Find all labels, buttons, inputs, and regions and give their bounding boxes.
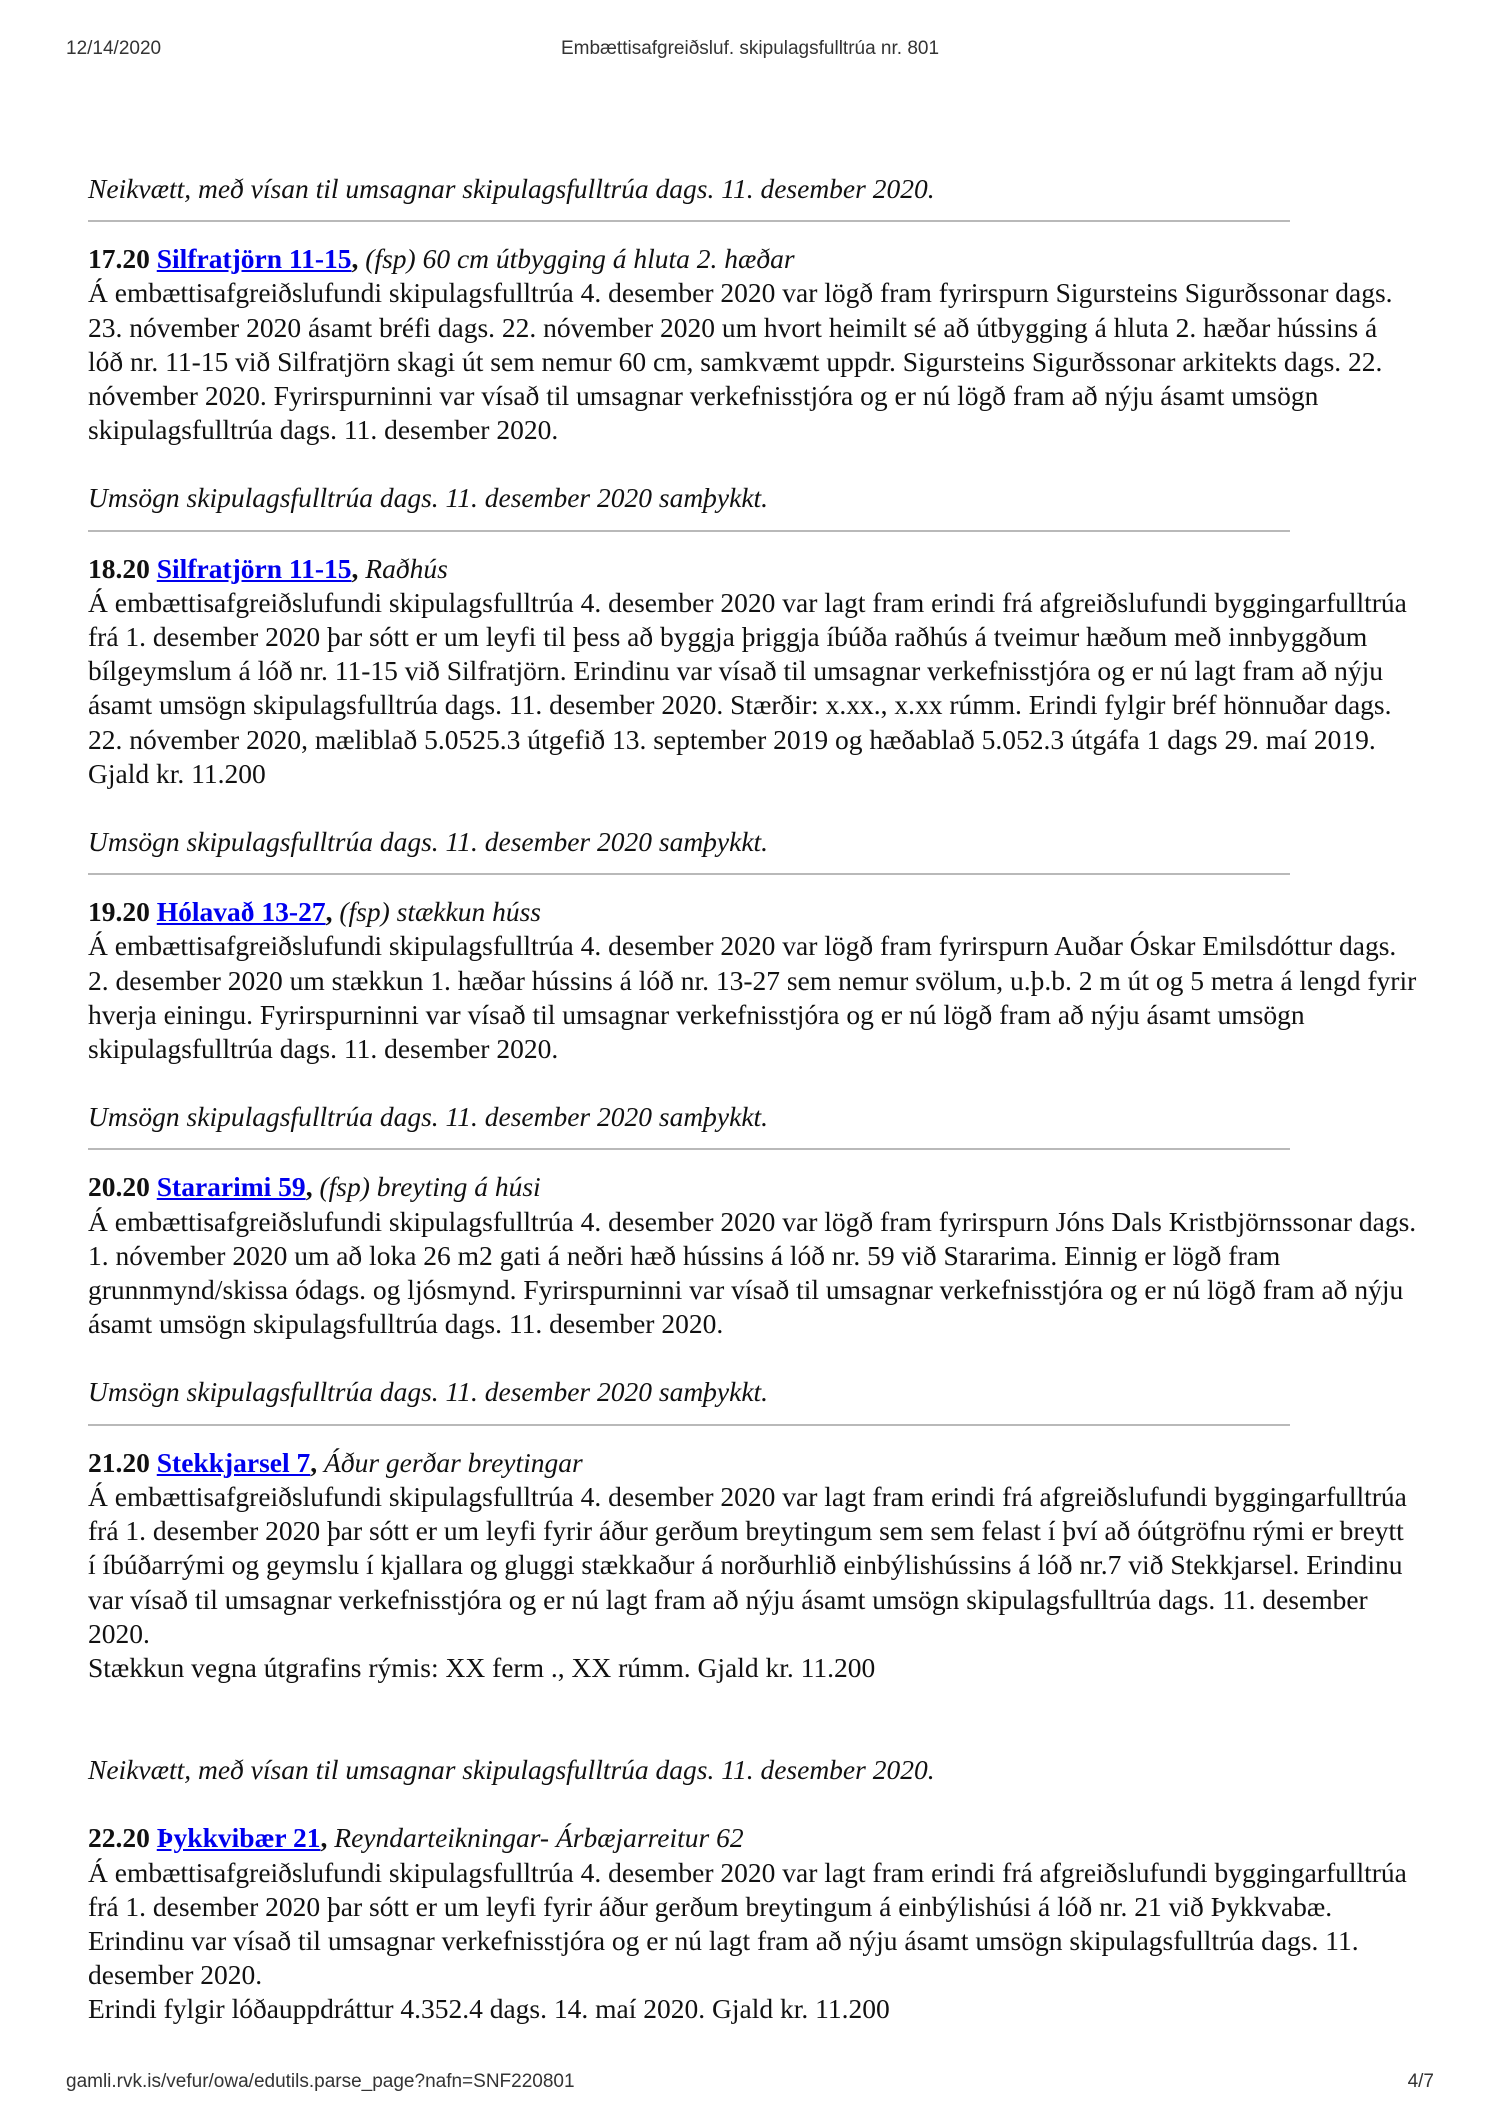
document-content	[88, 172, 1418, 2027]
item-number: 21.20	[88, 1446, 150, 1478]
divider	[88, 1148, 1290, 1150]
print-title: Embættisafgreiðsluf. skipulagsfulltrúa nr. 801	[560, 38, 940, 59]
agenda-item-17-20	[88, 242, 1418, 531]
item-number: 19.20	[88, 896, 150, 928]
item-verdict: Umsögn skipulagsfulltrúa dags. 11. desember 2020 samþykkt.	[88, 826, 769, 858]
item-extra: Erindi fylgir lóðauppdráttur 4.352.4 dags. 14. maí 2020. Gjald kr. 11.200	[88, 1993, 890, 2025]
item-body: Á embættisafgreiðslufundi skipulagsfulltrúa 4. desember 2020 var lögð fram fyrirspurn Jóns Dals Kristbjörnssonar dags. 1. nóvember 2020 um að loka 26 m2 gati á neðri hæð hússins á lóð nr. 59 við Stararima. Einnig er lögð fram grunnmynd/skissa ódags. og ljósmynd. Fyrirspurninni var vísað til umsagnar verkefnisstjóra og er nú lögð fram að nýju ásamt umsögn skipulagsfulltrúa dags. 11. desember 2020.	[88, 1205, 1417, 1340]
item-address-link[interactable]: Silfratjörn 11-15	[156, 243, 352, 275]
item-body: Á embættisafgreiðslufundi skipulagsfulltrúa 4. desember 2020 var lagt fram erindi frá afgreiðslufundi byggingarfulltrúa frá 1. desember 2020 þar sótt er um leyfi til þess að byggja þriggja íbúða raðhús á tveimur hæðum með innbyggðum bílgeymslum á lóð nr. 11-15 við Silfratjörn. Erindinu var vísað til umsagnar verkefnisstjóra og er nú lagt fram að nýju ásamt umsögn skipulagsfulltrúa dags. 11. desember 2020. Stærðir: x.xx., x.xx rúmm. Erindi fylgir bréf hönnuðar dags. 22. nóvember 2020, mæliblað 5.0525.3 útgefið 13. september 2019 og hæðablað 5.052.3 útgáfa 1 dags 29. maí 2019. Gjald kr. 11.200	[88, 586, 1407, 789]
item-heading: 20.20 Stararimi 59, (fsp) breyting á húsi	[88, 1171, 541, 1203]
item-heading: 19.20 Hólavað 13-27, (fsp) stækkun húss	[88, 896, 541, 928]
item-address-link[interactable]: Stekkjarsel 7	[156, 1446, 311, 1478]
agenda-item-21-20	[88, 1446, 1418, 1788]
item-number: 17.20	[88, 243, 150, 275]
item-heading: 18.20 Silfratjörn 11-15, Raðhús	[88, 552, 448, 584]
print-date: 12/14/2020	[66, 38, 162, 59]
item-number: 20.20	[88, 1171, 150, 1203]
item-heading: 21.20 Stekkjarsel 7, Áður gerðar breytingar	[88, 1446, 583, 1478]
item-subject: (fsp) breyting á húsi	[312, 1171, 541, 1203]
item-body: Á embættisafgreiðslufundi skipulagsfulltrúa 4. desember 2020 var lögð fram fyrirspurn Auðar Óskar Emilsdóttur dags. 2. desember 2020 um stækkun 1. hæðar hússins á lóð nr. 13-27 sem nemur svölum, u.þ.b. 2 m út og 5 metra á lengd fyrir hverja einingu. Fyrirspurninni var vísað til umsagnar verkefnisstjóra og er nú lögð fram að nýju ásamt umsögn skipulagsfulltrúa dags. 11. desember 2020.	[88, 930, 1417, 1065]
item-address-link[interactable]: Hólavað 13-27	[156, 896, 326, 928]
divider	[88, 530, 1290, 532]
item-heading: 17.20 Silfratjörn 11-15, (fsp) 60 cm útbygging á hluta 2. hæðar	[88, 243, 795, 275]
item-number: 22.20	[88, 1822, 150, 1854]
item-address-link[interactable]: Stararimi 59	[156, 1171, 306, 1203]
item-number: 18.20	[88, 552, 150, 584]
print-header	[66, 38, 1434, 66]
item-subject: (fsp) 60 cm útbygging á hluta 2. hæðar	[358, 243, 795, 275]
item-body: Á embættisafgreiðslufundi skipulagsfulltrúa 4. desember 2020 var lagt fram erindi frá afgreiðslufundi byggingarfulltrúa frá 1. desember 2020 þar sótt er um leyfi fyrir áður gerðum breytingum á einbýlishúsi á lóð nr. 21 við Þykkvabæ. Erindinu var vísað til umsagnar verkefnisstjóra og er nú lagt fram að nýju ásamt umsögn skipulagsfulltrúa dags. 11. desember 2020.	[88, 1856, 1407, 1991]
item-verdict: Umsögn skipulagsfulltrúa dags. 11. desember 2020 samþykkt.	[88, 1376, 769, 1408]
item-extra: Stækkun vegna útgrafins rýmis: XX ferm ., XX rúmm. Gjald kr. 11.200	[88, 1651, 876, 1683]
item-verdict: Umsögn skipulagsfulltrúa dags. 11. desember 2020 samþykkt.	[88, 1101, 769, 1133]
item-subject: Raðhús	[358, 552, 448, 584]
print-url: gamli.rvk.is/vefur/owa/edutils.parse_page?nafn=SNF220801	[66, 2071, 575, 2092]
agenda-item-20-20	[88, 1170, 1418, 1425]
print-footer	[66, 2071, 1434, 2099]
item-heading: 22.20 Þykkvibær 21, Reyndarteikningar- Árbæjarreitur 62	[88, 1822, 744, 1854]
item-subject: Áður gerðar breytingar	[317, 1446, 583, 1478]
item-address-link[interactable]: Silfratjörn 11-15	[156, 552, 352, 584]
item-subject: (fsp) stækkun húss	[332, 896, 541, 928]
agenda-item-18-20	[88, 552, 1418, 876]
item-body: Á embættisafgreiðslufundi skipulagsfulltrúa 4. desember 2020 var lögð fram fyrirspurn Sigursteins Sigurðssonar dags. 23. nóvember 2020 ásamt bréfi dags. 22. nóvember 2020 um hvort heimilt sé að útbygging á hluta 2. hæðar hússins á lóð nr. 11-15 við Silfratjörn skagi út sem nemur 60 cm, samkvæmt uppdr. Sigursteins Sigurðssonar arkitekts dags. 22. nóvember 2020. Fyrirspurninni var vísað til umsagnar verkefnisstjóra og er nú lögð fram að nýju ásamt umsögn skipulagsfulltrúa dags. 11. desember 2020.	[88, 277, 1393, 446]
divider	[88, 1424, 1290, 1426]
item-address-link[interactable]: Þykkvibær 21	[156, 1822, 321, 1854]
agenda-item-19-20	[88, 895, 1418, 1150]
intro-verdict: Neikvætt, með vísan til umsagnar skipulagsfulltrúa dags. 11. desember 2020.	[88, 173, 935, 204]
agenda-item-22-20	[88, 1821, 1418, 2026]
divider	[88, 873, 1290, 875]
item-subject: Reyndarteikningar- Árbæjarreitur 62	[327, 1822, 744, 1854]
page-number: 4/7	[1407, 2071, 1434, 2092]
item-body: Á embættisafgreiðslufundi skipulagsfulltrúa 4. desember 2020 var lagt fram erindi frá afgreiðslufundi byggingarfulltrúa frá 1. desember 2020 þar sótt er um leyfi fyrir áður gerðum breytingum sem sem felast í því að óútgröfnu rými er breytt í íbúðarrými og geymslu í kjallara og gluggi stækkaður á norðurhlið einbýlishússins á lóð nr.7 við Stekkjarsel. Erindinu var vísað til umsagnar verkefnisstjóra og er nú lagt fram að nýju ásamt umsögn skipulagsfulltrúa dags. 11. desember 2020.	[88, 1480, 1407, 1649]
item-verdict: Umsögn skipulagsfulltrúa dags. 11. desember 2020 samþykkt.	[88, 482, 769, 514]
divider	[88, 220, 1290, 222]
item-verdict: Neikvætt, með vísan til umsagnar skipulagsfulltrúa dags. 11. desember 2020.	[88, 1754, 935, 1786]
